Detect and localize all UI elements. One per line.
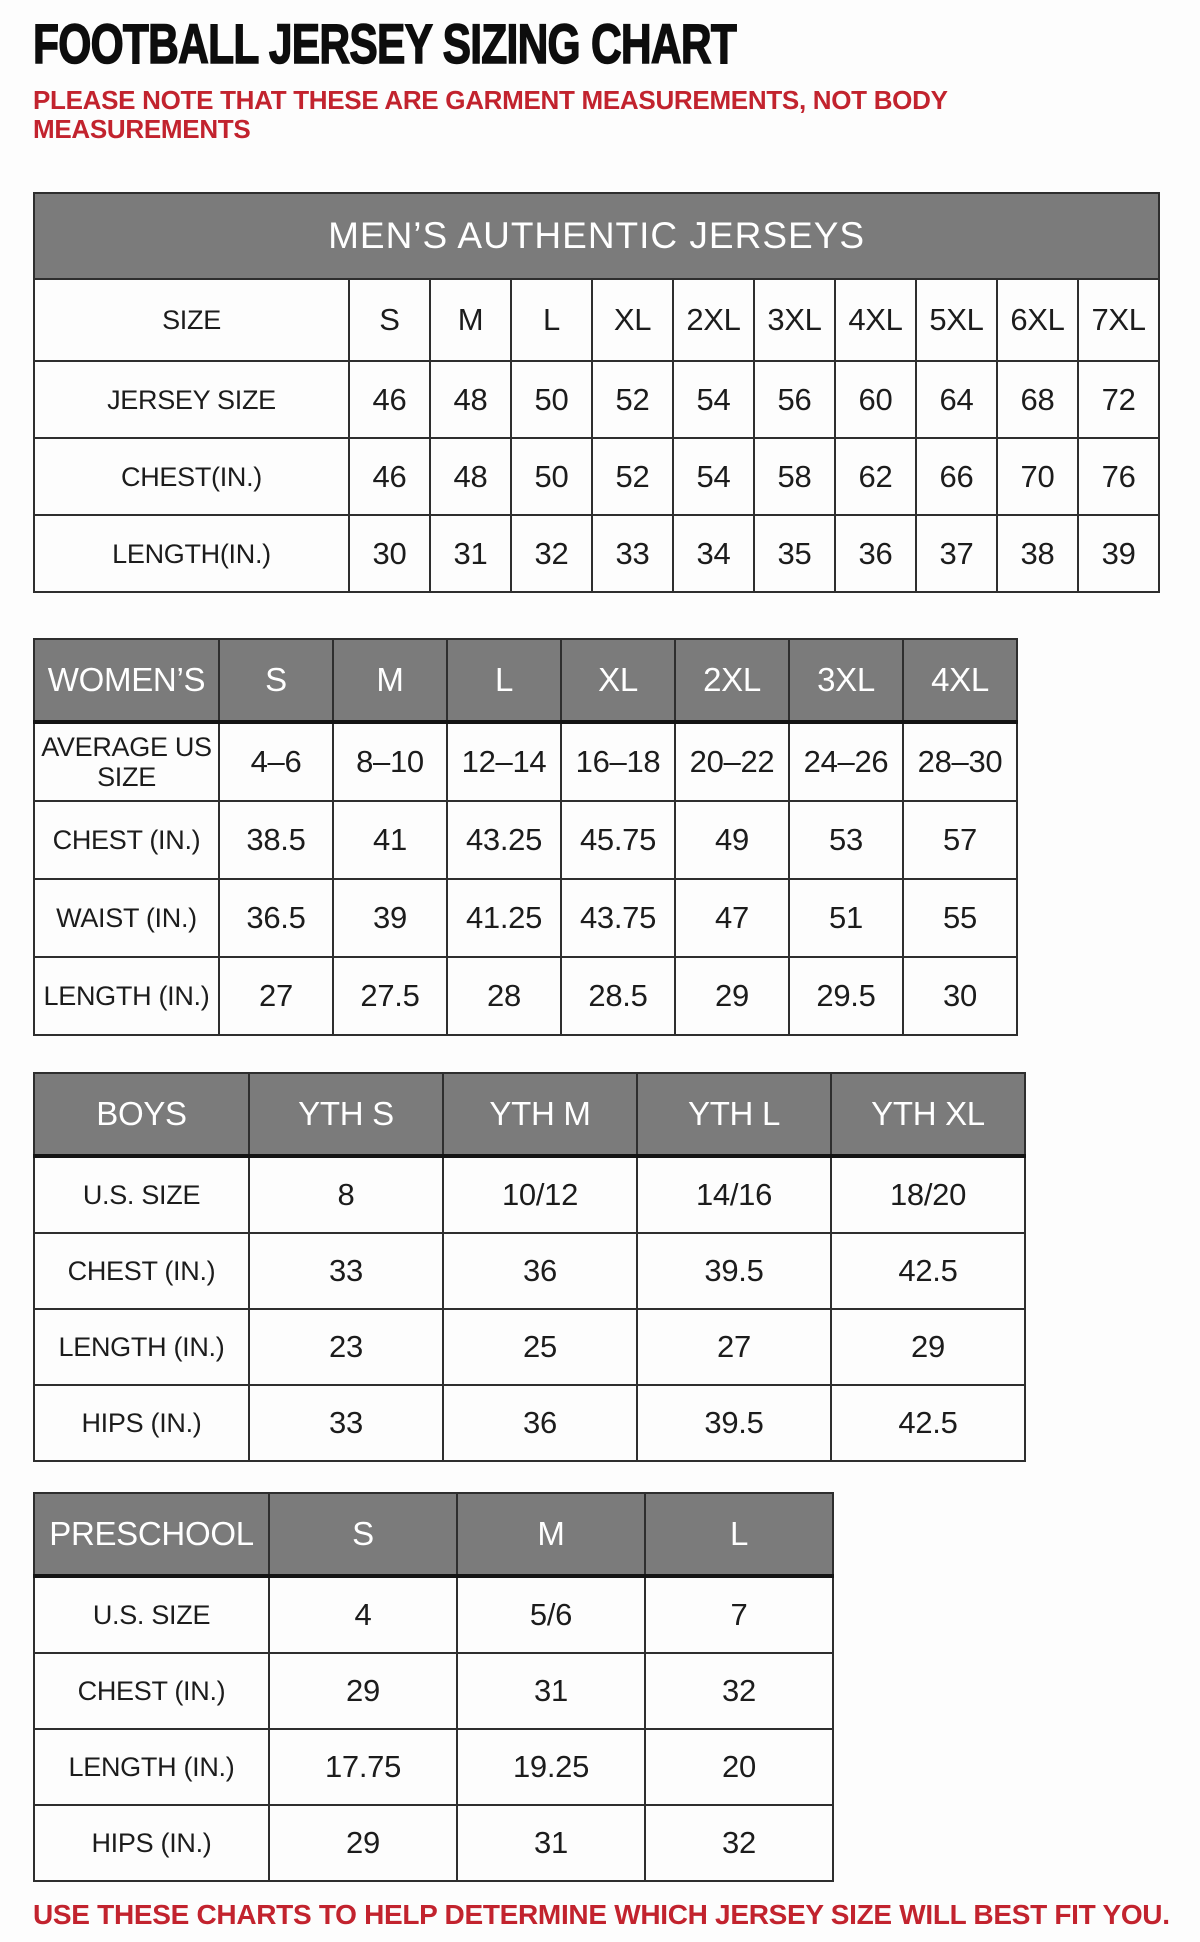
table-row: [34, 279, 1159, 361]
boys-table-label: BOYS: [34, 1073, 249, 1156]
col-header: 3XL: [789, 639, 903, 722]
size-cell: 20: [645, 1729, 833, 1805]
table-row: [34, 722, 1017, 801]
size-cell: 50: [511, 438, 592, 515]
col-header: 2XL: [673, 279, 754, 361]
size-cell: 34: [673, 515, 754, 592]
row-label: CHEST (IN.): [34, 801, 219, 879]
size-cell: 32: [511, 515, 592, 592]
size-cell: 48: [430, 361, 511, 438]
size-cell: 52: [592, 438, 673, 515]
size-cell: 19.25: [457, 1729, 645, 1805]
table-row: [34, 1805, 833, 1881]
size-cell: 33: [249, 1233, 443, 1309]
size-cell: 23: [249, 1309, 443, 1385]
row-label: CHEST (IN.): [34, 1653, 269, 1729]
size-cell: 41.25: [447, 879, 561, 957]
size-cell: 49: [675, 801, 789, 879]
size-cell: 56: [754, 361, 835, 438]
row-label: LENGTH (IN.): [34, 1309, 249, 1385]
size-cell: 31: [457, 1653, 645, 1729]
col-header: S: [219, 639, 333, 722]
size-cell: 33: [249, 1385, 443, 1461]
size-cell: 4–6: [219, 722, 333, 801]
size-cell: 39: [1078, 515, 1159, 592]
size-cell: 16–18: [561, 722, 675, 801]
size-cell: 20–22: [675, 722, 789, 801]
table-row: [34, 1073, 1025, 1156]
row-label: LENGTH (IN.): [34, 957, 219, 1035]
row-label: WAIST (IN.): [34, 879, 219, 957]
table-row: [34, 193, 1159, 279]
size-cell: 27.5: [333, 957, 447, 1035]
size-cell: 36: [835, 515, 916, 592]
womens-sizing-table: [33, 638, 1018, 1036]
size-cell: 38: [997, 515, 1078, 592]
size-cell: 39.5: [637, 1385, 831, 1461]
col-header: YTH M: [443, 1073, 637, 1156]
col-header: S: [349, 279, 430, 361]
size-cell: 33: [592, 515, 673, 592]
size-cell: 7: [645, 1576, 833, 1653]
table-row: [34, 1385, 1025, 1461]
size-cell: 10/12: [443, 1156, 637, 1233]
col-header: 2XL: [675, 639, 789, 722]
mens-sizing-table: [33, 192, 1160, 593]
size-cell: 8–10: [333, 722, 447, 801]
size-cell: 17.75: [269, 1729, 457, 1805]
fit-advice-note: USE THESE CHARTS TO HELP DETERMINE WHICH JERSEY SIZE WILL BEST FIT YOU.: [33, 1899, 1170, 1930]
size-cell: 46: [349, 438, 430, 515]
col-header: 3XL: [754, 279, 835, 361]
table-row: [34, 438, 1159, 515]
size-cell: 29: [675, 957, 789, 1035]
table-row: [34, 879, 1017, 957]
col-header: L: [511, 279, 592, 361]
col-header: 5XL: [916, 279, 997, 361]
col-header: L: [645, 1493, 833, 1576]
size-cell: 35: [754, 515, 835, 592]
col-header: M: [430, 279, 511, 361]
size-cell: 43.75: [561, 879, 675, 957]
size-cell: 53: [789, 801, 903, 879]
row-label: U.S. SIZE: [34, 1576, 269, 1653]
col-header: YTH XL: [831, 1073, 1025, 1156]
size-cell: 4: [269, 1576, 457, 1653]
size-cell: 45.75: [561, 801, 675, 879]
size-cell: 32: [645, 1805, 833, 1881]
size-cell: 42.5: [831, 1385, 1025, 1461]
table-row: [34, 1156, 1025, 1233]
col-header: XL: [561, 639, 675, 722]
womens-table-label: WOMEN’S: [34, 639, 219, 722]
table-row: [34, 639, 1017, 722]
col-header: M: [333, 639, 447, 722]
size-cell: 68: [997, 361, 1078, 438]
garment-measurement-note: PLEASE NOTE THAT THESE ARE GARMENT MEASUREMENTS, NOT BODY MEASUREMENTS: [33, 85, 948, 144]
size-cell: 37: [916, 515, 997, 592]
size-cell: 43.25: [447, 801, 561, 879]
size-cell: 41: [333, 801, 447, 879]
table-row: [34, 1233, 1025, 1309]
table-row: [34, 1653, 833, 1729]
size-cell: 76: [1078, 438, 1159, 515]
size-cell: 62: [835, 438, 916, 515]
size-cell: 28–30: [903, 722, 1017, 801]
size-cell: 8: [249, 1156, 443, 1233]
col-header: S: [269, 1493, 457, 1576]
size-cell: 50: [511, 361, 592, 438]
size-cell: 31: [430, 515, 511, 592]
row-label: U.S. SIZE: [34, 1156, 249, 1233]
size-cell: 57: [903, 801, 1017, 879]
row-label: HIPS (IN.): [34, 1385, 249, 1461]
col-header: L: [447, 639, 561, 722]
size-cell: 36.5: [219, 879, 333, 957]
preschool-sizing-table: [33, 1492, 834, 1882]
size-cell: 31: [457, 1805, 645, 1881]
size-cell: 25: [443, 1309, 637, 1385]
boys-sizing-table: [33, 1072, 1026, 1462]
size-cell: 51: [789, 879, 903, 957]
table-row: [34, 1576, 833, 1653]
size-cell: 32: [645, 1653, 833, 1729]
size-cell: 29: [831, 1309, 1025, 1385]
row-label: AVERAGE US SIZE: [34, 722, 219, 801]
size-cell: 12–14: [447, 722, 561, 801]
table-row: [34, 801, 1017, 879]
size-cell: 60: [835, 361, 916, 438]
col-header: M: [457, 1493, 645, 1576]
row-label: HIPS (IN.): [34, 1805, 269, 1881]
size-cell: 28: [447, 957, 561, 1035]
mens-table-title: MEN’S AUTHENTIC JERSEYS: [34, 193, 1159, 279]
col-header: 4XL: [903, 639, 1017, 722]
size-cell: 36: [443, 1233, 637, 1309]
size-cell: 36: [443, 1385, 637, 1461]
size-cell: 27: [637, 1309, 831, 1385]
table-row: [34, 1309, 1025, 1385]
row-label: SIZE: [34, 279, 349, 361]
col-header: 7XL: [1078, 279, 1159, 361]
size-cell: 5/6: [457, 1576, 645, 1653]
size-cell: 30: [349, 515, 430, 592]
size-cell: 47: [675, 879, 789, 957]
size-cell: 42.5: [831, 1233, 1025, 1309]
row-label: CHEST (IN.): [34, 1233, 249, 1309]
size-cell: 29: [269, 1805, 457, 1881]
size-cell: 24–26: [789, 722, 903, 801]
row-label: LENGTH(IN.): [34, 515, 349, 592]
size-cell: 55: [903, 879, 1017, 957]
size-cell: 64: [916, 361, 997, 438]
size-cell: 27: [219, 957, 333, 1035]
col-header: YTH L: [637, 1073, 831, 1156]
size-cell: 66: [916, 438, 997, 515]
col-header: YTH S: [249, 1073, 443, 1156]
size-cell: 28.5: [561, 957, 675, 1035]
size-cell: 14/16: [637, 1156, 831, 1233]
col-header: XL: [592, 279, 673, 361]
page-title: FOOTBALL JERSEY SIZING CHART: [33, 12, 737, 75]
size-cell: 39: [333, 879, 447, 957]
table-row: [34, 1493, 833, 1576]
col-header: 4XL: [835, 279, 916, 361]
size-cell: 52: [592, 361, 673, 438]
size-cell: 58: [754, 438, 835, 515]
size-cell: 38.5: [219, 801, 333, 879]
size-cell: 72: [1078, 361, 1159, 438]
table-row: [34, 515, 1159, 592]
size-cell: 29: [269, 1653, 457, 1729]
size-cell: 54: [673, 438, 754, 515]
size-cell: 30: [903, 957, 1017, 1035]
size-cell: 18/20: [831, 1156, 1025, 1233]
table-row: [34, 1729, 833, 1805]
row-label: LENGTH (IN.): [34, 1729, 269, 1805]
col-header: 6XL: [997, 279, 1078, 361]
preschool-table-label: PRESCHOOL: [34, 1493, 269, 1576]
row-label: JERSEY SIZE: [34, 361, 349, 438]
row-label: CHEST(IN.): [34, 438, 349, 515]
size-cell: 29.5: [789, 957, 903, 1035]
size-cell: 54: [673, 361, 754, 438]
size-cell: 70: [997, 438, 1078, 515]
size-cell: 46: [349, 361, 430, 438]
size-cell: 39.5: [637, 1233, 831, 1309]
table-row: [34, 361, 1159, 438]
size-cell: 48: [430, 438, 511, 515]
table-row: [34, 957, 1017, 1035]
